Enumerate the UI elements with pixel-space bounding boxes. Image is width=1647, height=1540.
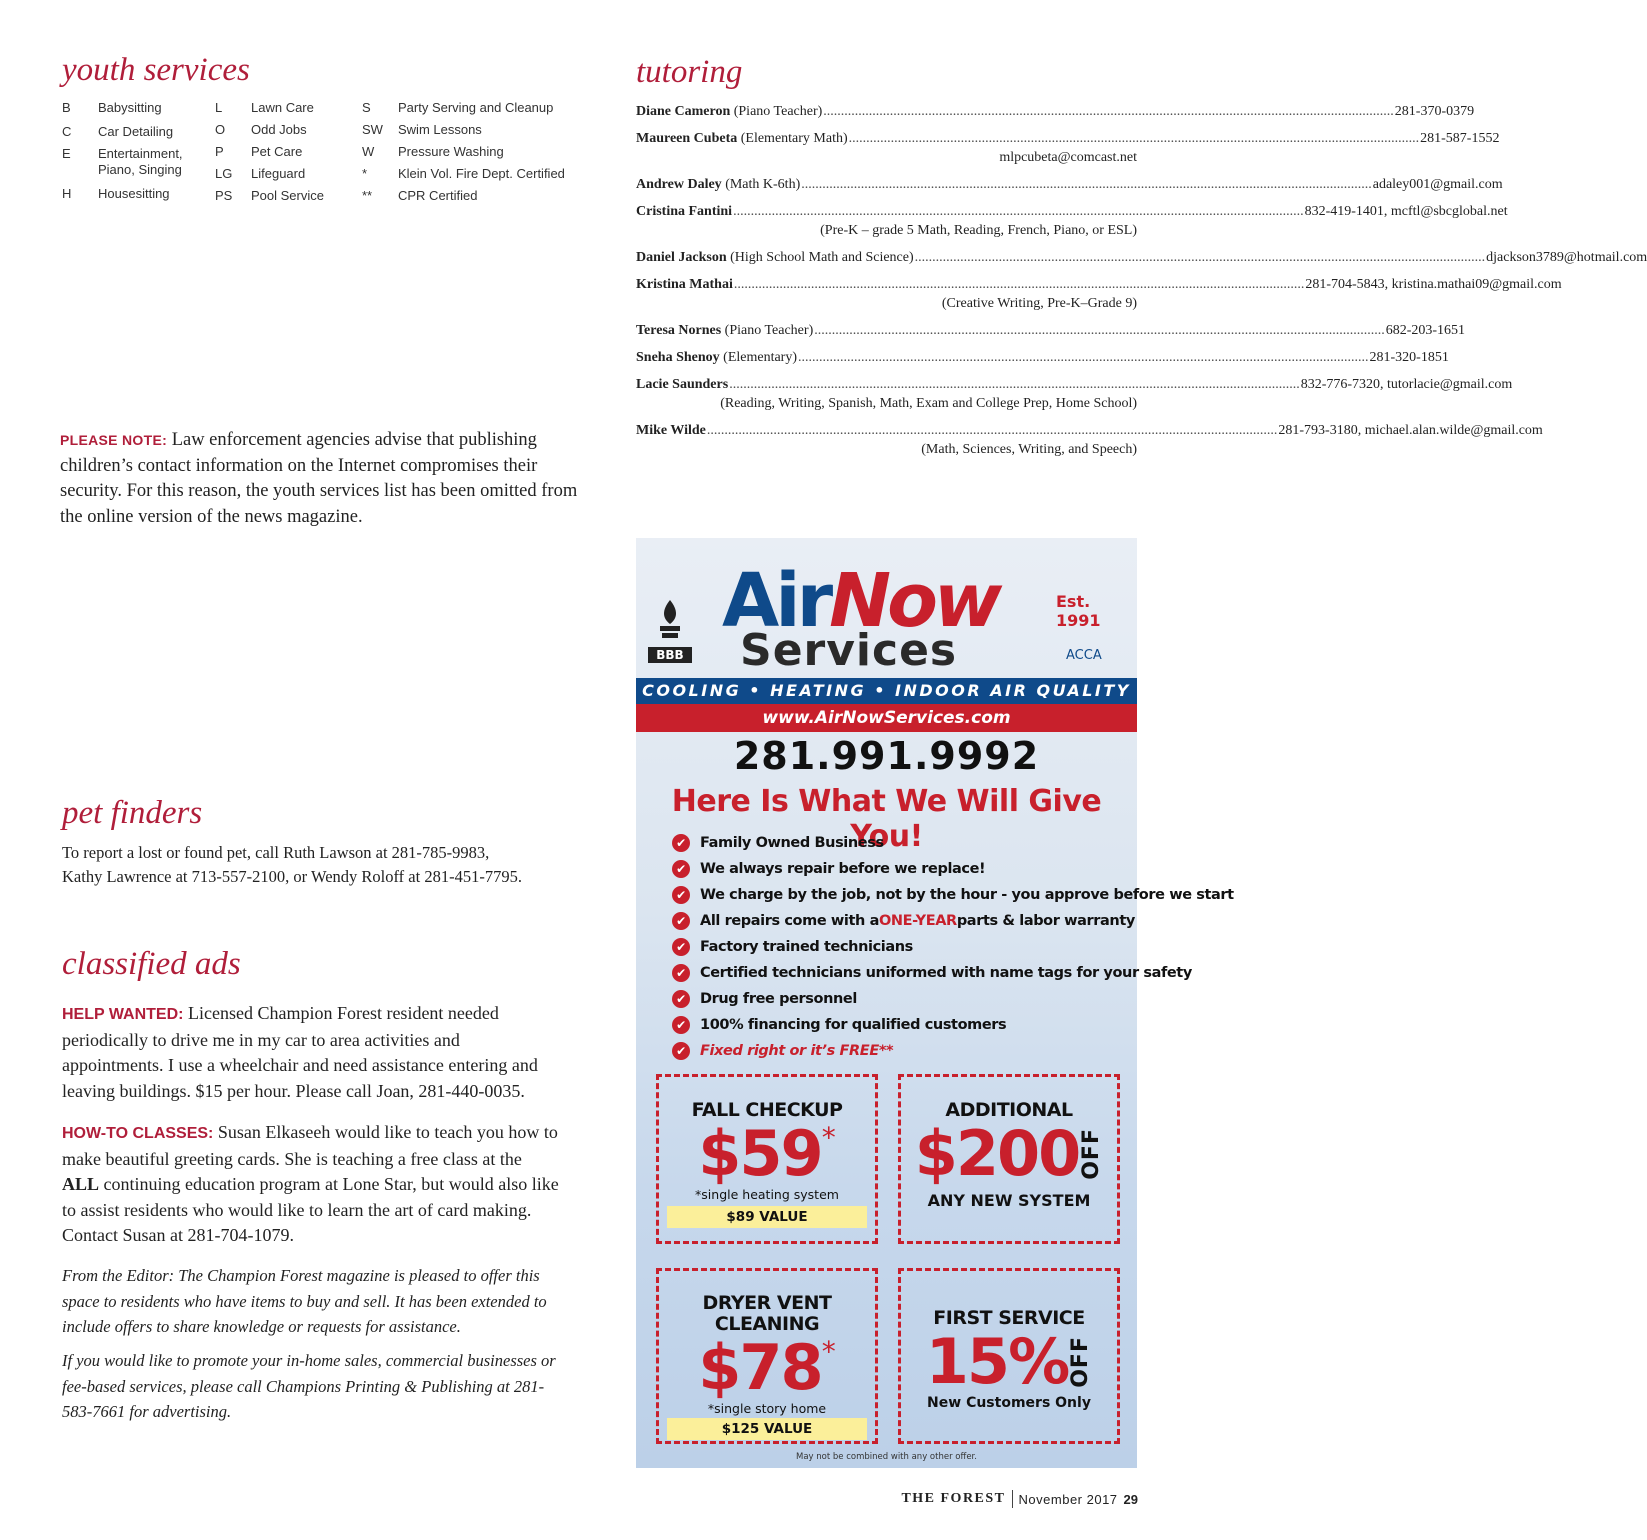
ad-website: www.AirNowServices.com — [636, 704, 1137, 732]
legend-code: E — [62, 146, 71, 161]
legend-label: Pet Care — [251, 144, 303, 159]
benefit-item — [672, 908, 1135, 934]
tutor-contact: 281-793-3180, michael.alan.wilde@gmail.com — [1278, 423, 1543, 438]
tutor-name: Cristina Fantini — [636, 204, 733, 219]
benefit-text: Certified technicians uniformed with name tags for your safety — [700, 965, 1192, 981]
how-to-classes-all: ALL — [62, 1174, 100, 1194]
page-number: 29 — [1123, 1491, 1138, 1507]
benefit-item — [672, 856, 1132, 882]
tutor-subject: (Piano Teacher) — [724, 323, 814, 338]
legend-label: Housesitting — [98, 186, 170, 201]
how-to-classes-ad — [62, 1120, 562, 1249]
legend-label: Car Detailing — [98, 124, 174, 139]
coupon-price: $78 — [698, 1331, 822, 1404]
coupon-first-service — [898, 1268, 1120, 1444]
coupon-title-1: DRYER VENT — [702, 1292, 832, 1314]
legend-label: Lawn Care — [251, 100, 314, 115]
tutor-entry — [636, 248, 1647, 267]
leader-dots — [707, 421, 1278, 440]
coupon-asterisk: * — [821, 1121, 836, 1154]
tutor-subject: (Math K-6th) — [725, 177, 801, 192]
tutor-contact: 832-776-7320, tutorlacie@gmail.com — [1300, 377, 1513, 392]
legend-code: ** — [362, 188, 373, 203]
legend-label: Pressure Washing — [398, 144, 504, 159]
legend-code: PS — [215, 188, 233, 203]
legend-code: LG — [215, 166, 233, 181]
tutor-entry — [636, 421, 1543, 459]
leader-dots — [915, 248, 1486, 267]
legend-column-2 — [215, 100, 324, 210]
leader-dots — [733, 202, 1304, 221]
legend-column-3 — [362, 100, 565, 210]
tutor-extra: (Pre-K – grade 5 Math, Reading, French, Piano, or ESL) — [820, 223, 1137, 238]
tutor-contact: 682-203-1651 — [1385, 323, 1466, 338]
leader-dots — [823, 102, 1394, 121]
footer-date: November 2017 — [1018, 1491, 1118, 1507]
benefit-item — [672, 1038, 1132, 1064]
airnow-logo-area — [636, 538, 1137, 683]
legend-label: Lifeguard — [251, 166, 306, 181]
tutor-entry — [636, 321, 1466, 340]
tutor-contact: 281-587-1552 — [1420, 131, 1500, 146]
leader-dots — [814, 321, 1385, 340]
benefit-item — [672, 986, 1132, 1012]
tutor-contact: 281-320-1851 — [1369, 350, 1449, 365]
coupon-note: *single story home — [707, 1401, 827, 1416]
benefit-text: All repairs come with a — [700, 913, 879, 929]
benefit-text: Factory trained technicians — [700, 939, 913, 955]
editor-note: From the Editor: The Champion Forest magazine is pleased to offer this space to residents who have items to buy and sell. It has been extended to include offers to share knowledge or requests for assistance. — [62, 1266, 547, 1336]
check-icon: ✔ — [672, 834, 690, 852]
footer-divider — [1012, 1490, 1013, 1508]
legend-code: SW — [362, 122, 383, 137]
classified-ads-title: classified ads — [62, 946, 241, 982]
check-icon: ✔ — [672, 886, 690, 904]
tutor-name: Kristina Mathai — [636, 277, 733, 292]
tutor-name: Maureen Cubeta — [636, 131, 738, 146]
help-wanted-text: Licensed Champion Forest resident needed periodically to drive me in my car to area activities and appointments. I use a wheelchair and need assistance entering and leaving buildings. $15 per hour. Please call Joan, 281-440-0035. — [62, 1003, 538, 1101]
airnow-advertisement — [636, 538, 1234, 1468]
benefit-item — [672, 960, 1192, 986]
coupon-note: *single heating system — [695, 1187, 839, 1202]
tutor-entry — [636, 348, 1449, 367]
tutor-extra: mlpcubeta@comcast.net — [999, 150, 1137, 165]
logo-services: Services — [740, 625, 958, 676]
youth-services-title: youth services — [62, 52, 250, 88]
legend-label: Swim Lessons — [398, 122, 482, 137]
legend-code: B — [62, 100, 71, 115]
coupon-fall-checkup — [656, 1074, 878, 1244]
how-to-classes-label: HOW-TO CLASSES: — [62, 1125, 214, 1142]
coupon-value: $89 VALUE — [667, 1206, 867, 1228]
legend-label: Party Serving and Cleanup — [398, 100, 554, 115]
pet-finders-title: pet finders — [62, 795, 203, 831]
check-icon: ✔ — [672, 912, 690, 930]
check-icon: ✔ — [672, 1016, 690, 1034]
leader-dots — [801, 175, 1372, 194]
tutor-name: Diane Cameron — [636, 104, 731, 119]
benefit-text: Family Owned Business — [700, 835, 884, 851]
tutor-entry — [636, 202, 1508, 240]
coupon-price: $200 — [914, 1117, 1080, 1190]
footer-brand: THE FOREST — [901, 1491, 1006, 1506]
tutoring-list — [636, 102, 1647, 467]
coupon-subtitle: New Customers Only — [927, 1395, 1091, 1411]
legend-label: Babysitting — [98, 100, 162, 115]
legend-code: * — [362, 166, 368, 181]
bbb-badge — [648, 598, 692, 663]
coupon-dryer-vent — [656, 1268, 878, 1444]
benefit-text: Drug free personnel — [700, 991, 857, 1007]
legend-label: Pool Service — [251, 188, 324, 203]
coupon-price: 15% — [925, 1325, 1069, 1398]
tutor-name: Andrew Daley — [636, 177, 722, 192]
legend-column-1 — [62, 100, 208, 208]
tutor-entry — [636, 129, 1500, 167]
page-footer — [901, 1490, 1138, 1508]
tutor-contact: 281-370-0379 — [1394, 104, 1475, 119]
how-to-classes-text-2: continuing education program at Lone Star, but would also like to assist residents who would like to learn the art of card making. Contact Susan at 281-704-1079. — [62, 1174, 559, 1245]
benefit-item — [672, 830, 1132, 856]
please-note-label: PLEASE NOTE: — [60, 432, 168, 448]
pet-finders-text: To report a lost or found pet, call Ruth Lawson at 281-785-9983, Kathy Lawrence at 713-557-2100, or Wendy Roloff at 281-451-7795. — [62, 843, 522, 886]
benefit-item — [672, 1012, 1132, 1038]
benefit-item — [672, 934, 1132, 960]
logo-air: Air — [722, 558, 830, 644]
coupon-title: ADDITIONAL — [945, 1099, 1073, 1121]
legend-code: C — [62, 124, 72, 139]
tutor-entry — [636, 175, 1503, 194]
tutor-name: Daniel Jackson — [636, 250, 727, 265]
tutor-contact: adaley001@gmail.com — [1372, 177, 1503, 192]
legend-code: S — [362, 100, 371, 115]
check-icon: ✔ — [672, 938, 690, 956]
tutor-contact: 832-419-1401, mcftl@sbcglobal.net — [1304, 204, 1508, 219]
legend-code: H — [62, 186, 72, 201]
legend-code: P — [215, 144, 224, 159]
check-icon: ✔ — [672, 964, 690, 982]
legend-label: Entertainment, Piano, Singing — [98, 146, 183, 177]
legend-label: Odd Jobs — [251, 122, 307, 137]
coupon-off: OFF — [1068, 1336, 1094, 1388]
coupon-asterisk: * — [821, 1335, 836, 1368]
logo-now: Now — [829, 558, 999, 644]
coupon-off: OFF — [1079, 1128, 1105, 1180]
coupon-title: FIRST SERVICE — [933, 1307, 1085, 1329]
benefit-text: We charge by the job, not by the hour - you approve before we start — [700, 887, 1234, 903]
tutor-name: Teresa Nornes — [636, 323, 722, 338]
tutor-extra: (Math, Sciences, Writing, and Speech) — [921, 442, 1137, 457]
tutor-subject: (Elementary) — [723, 350, 798, 365]
tutor-name: Lacie Saunders — [636, 377, 729, 392]
tutor-extra: (Reading, Writing, Spanish, Math, Exam and College Prep, Home School) — [720, 396, 1137, 411]
leader-dots — [849, 129, 1420, 148]
ad-benefits-list — [672, 830, 1234, 1064]
promo-note: If you would like to promote your in-home sales, commercial businesses or fee-based services, please call Champions Printing & Publishing at 281-583-7661 for advertising. — [62, 1351, 556, 1421]
bbb-torch-icon — [656, 598, 684, 642]
bbb-label: BBB — [648, 647, 692, 663]
tutor-subject: (High School Math and Science) — [730, 250, 914, 265]
check-icon: ✔ — [672, 860, 690, 878]
legend-code: L — [215, 100, 223, 115]
please-note-text: Law enforcement agencies advise that publishing children’s contact information on the Internet compromises their security. For this reason, the youth services list has been omitted from the online version of the news magazine. — [60, 430, 578, 527]
tutor-extra: (Creative Writing, Pre-K–Grade 9) — [941, 296, 1137, 311]
tutor-contact: djackson3789@hotmail.com — [1486, 250, 1647, 265]
help-wanted-ad — [62, 1001, 562, 1104]
coupon-subtitle: ANY NEW SYSTEM — [927, 1191, 1091, 1210]
tutor-contact: 281-704-5843, kristina.mathai09@gmail.com — [1305, 277, 1562, 292]
tutoring-title: tutoring — [636, 54, 743, 90]
benefit-text: parts & labor warranty — [956, 913, 1135, 929]
benefit-highlight: ONE-YEAR — [878, 913, 957, 929]
tutor-subject: (Piano Teacher) — [733, 104, 823, 119]
legend-label: Klein Vol. Fire Dept. Certified — [398, 166, 565, 181]
ad-tagline: COOLING • HEATING • INDOOR AIR QUALITY — [636, 678, 1137, 704]
legend-code: W — [362, 144, 375, 159]
tutor-entry — [636, 275, 1562, 313]
ad-phone: 281.991.9992 — [733, 734, 1040, 778]
tutor-entry — [636, 375, 1513, 413]
coupon-additional-200-off — [898, 1074, 1120, 1244]
benefit-text: We always repair before we replace! — [700, 861, 986, 877]
how-to-classes-text-1: Susan Elkaseeh would like to teach you how to make beautiful greeting cards. She is teaching a free class at the — [62, 1122, 558, 1169]
benefit-text: Fixed right or it’s FREE** — [700, 1043, 894, 1059]
acca-logo: ACCA — [1066, 648, 1102, 663]
tutor-subject: (Elementary Math) — [740, 131, 848, 146]
tutor-name: Sneha Shenoy — [636, 350, 720, 365]
coupon-value: $125 VALUE — [667, 1418, 867, 1440]
coupon-title-2: CLEANING — [714, 1313, 820, 1335]
please-note — [60, 428, 580, 530]
help-wanted-label: HELP WANTED: — [62, 1006, 184, 1023]
est-label: Est. 1991 — [1056, 592, 1101, 630]
coupon-price: $59 — [698, 1117, 822, 1190]
tutor-entry — [636, 102, 1475, 121]
leader-dots — [734, 275, 1305, 294]
check-icon: ✔ — [672, 1042, 690, 1060]
benefit-text: 100% financing for qualified customers — [700, 1017, 1007, 1033]
leader-dots — [798, 348, 1369, 367]
benefit-item — [672, 882, 1234, 908]
coupon-title: FALL CHECKUP — [691, 1099, 843, 1121]
ad-fine-print: May not be combined with any other offer. — [796, 1452, 977, 1462]
leader-dots — [729, 375, 1300, 394]
tutor-name: Mike Wilde — [636, 423, 706, 438]
legend-label: CPR Certified — [398, 188, 478, 203]
check-icon: ✔ — [672, 990, 690, 1008]
legend-code: O — [215, 122, 226, 137]
ad-headline: Here Is What We Will Give You! — [671, 784, 1102, 854]
